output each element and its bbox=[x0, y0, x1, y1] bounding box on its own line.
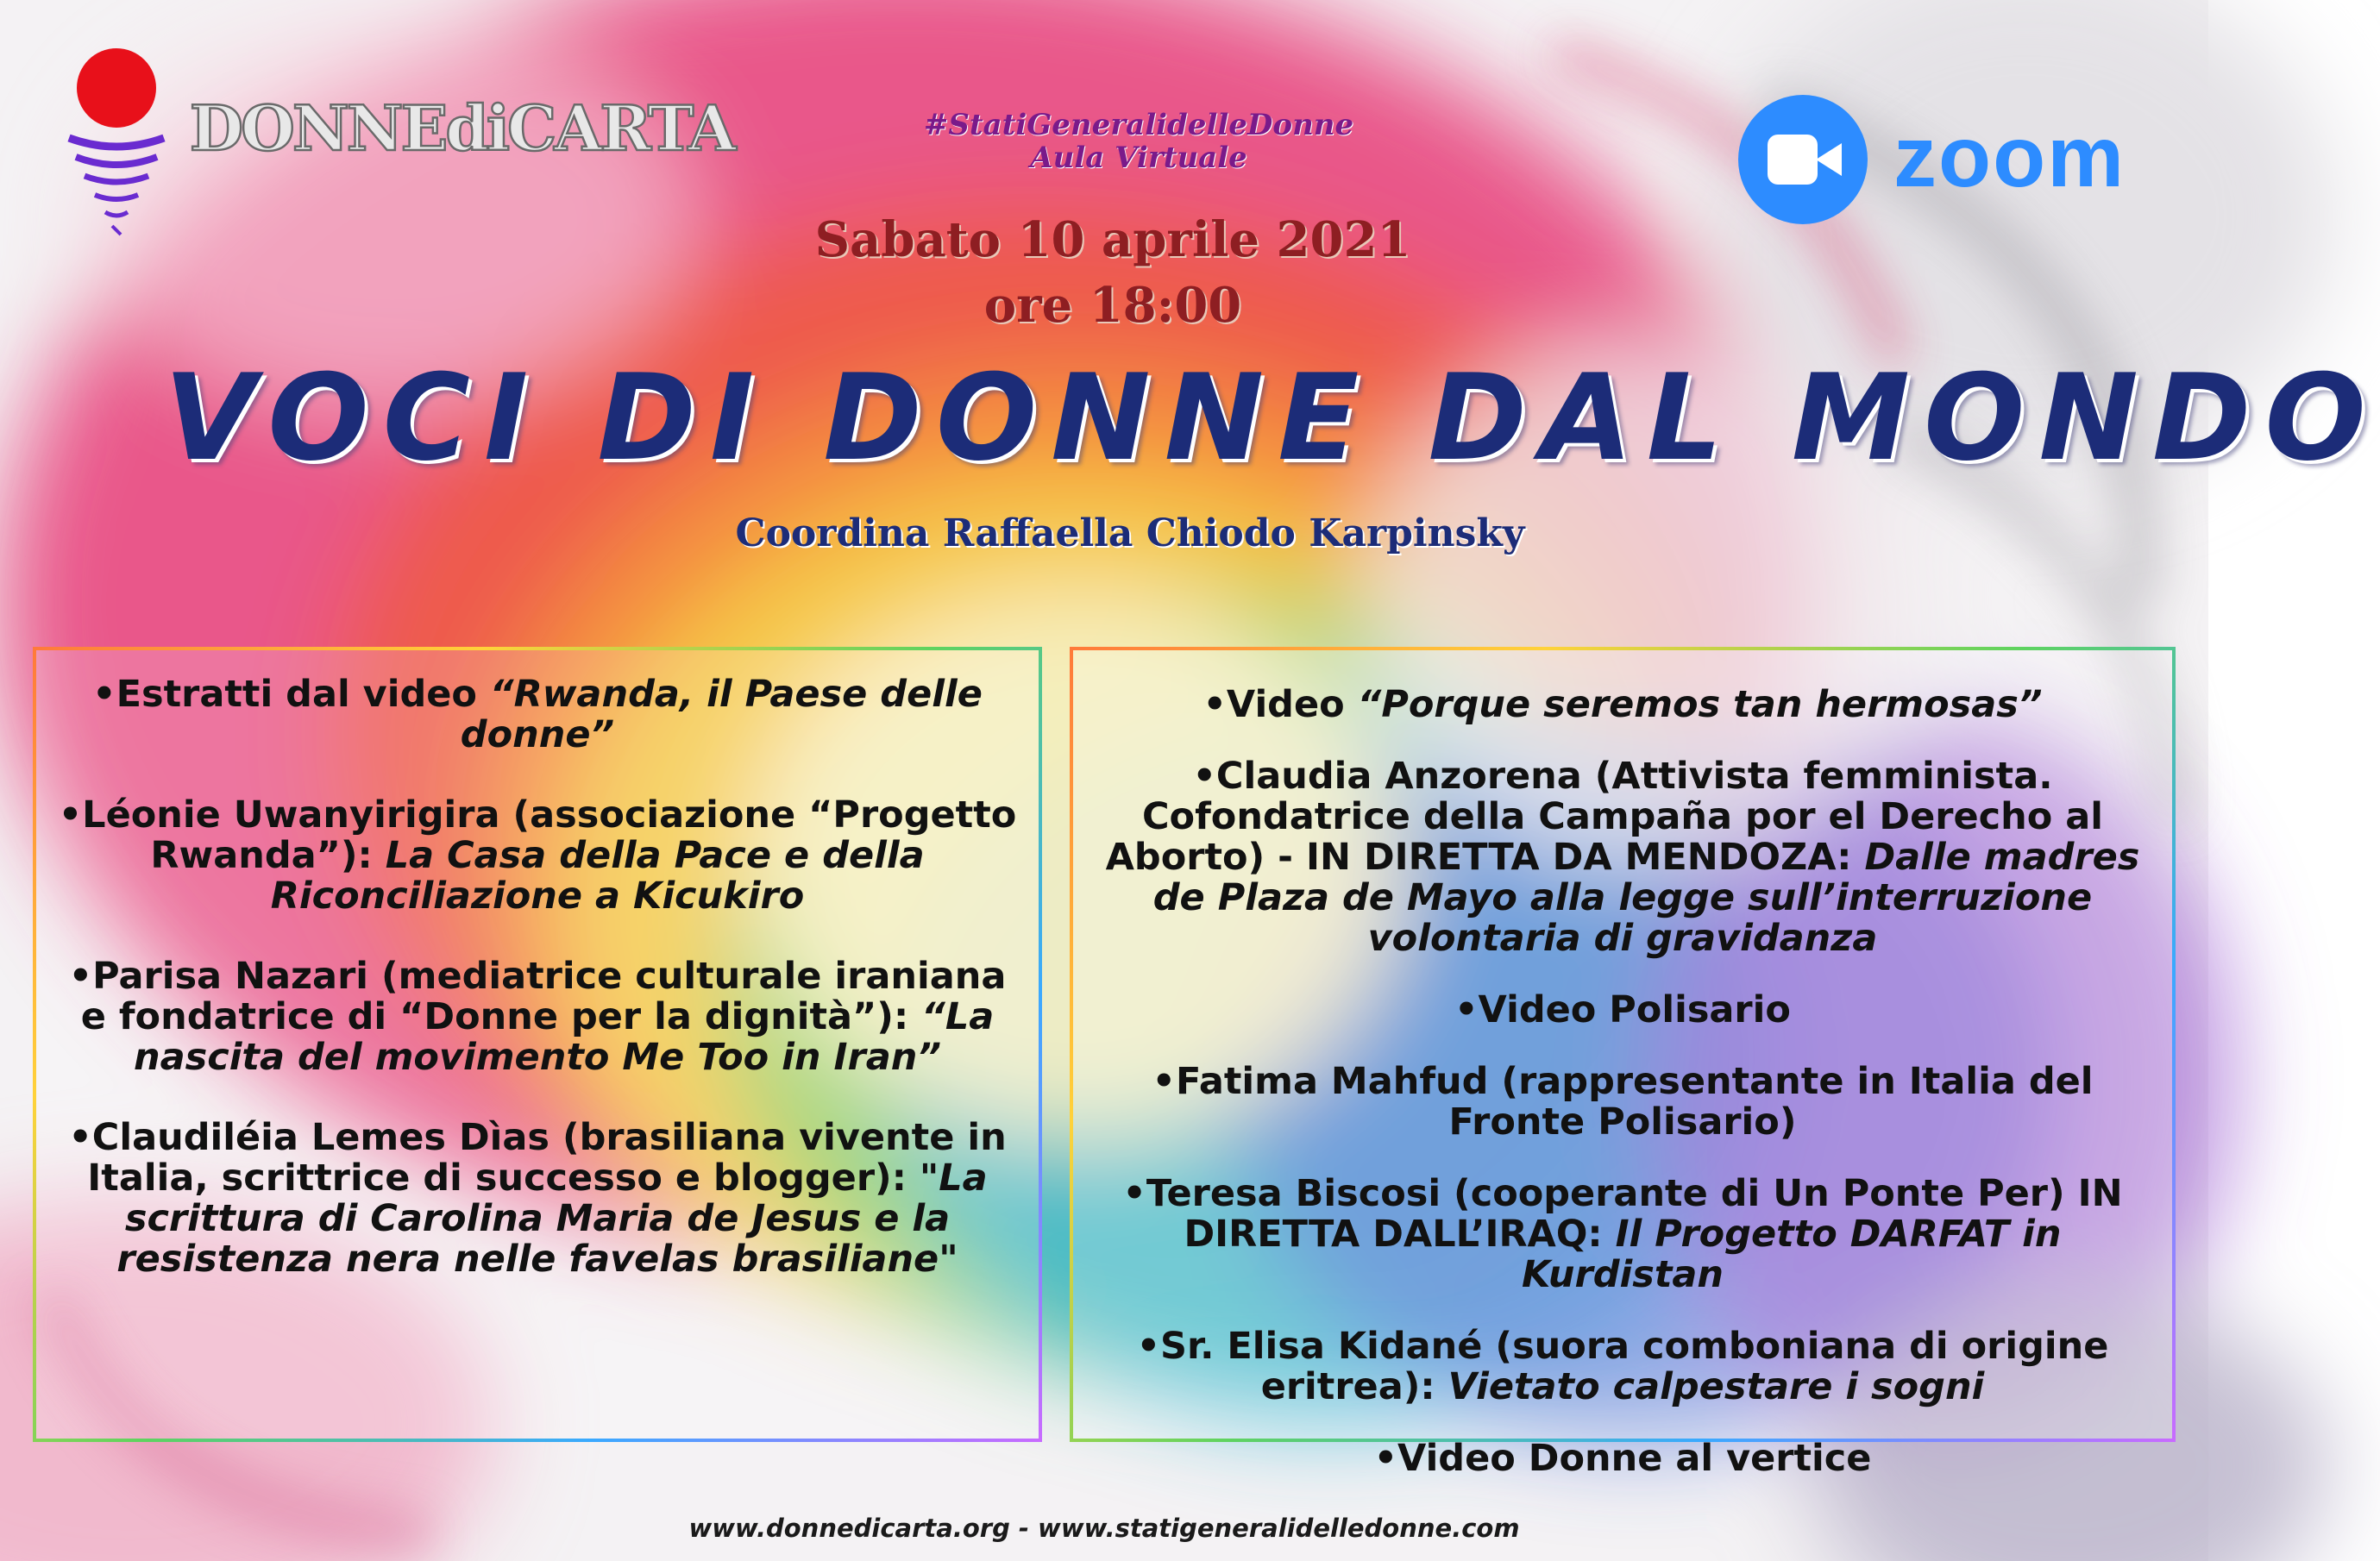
program-item bbox=[52, 1118, 1023, 1280]
program-item bbox=[1089, 685, 2157, 725]
event-datetime bbox=[604, 207, 1622, 338]
zoom-camera-icon bbox=[1738, 95, 1868, 224]
program-item bbox=[1089, 1062, 2157, 1143]
program-item bbox=[1089, 1439, 2157, 1479]
item-text: •Teresa Biscosi (cooperante di Un Ponte Per) IN DIRETTA DALL’IRAQ: bbox=[1122, 1172, 2123, 1256]
item-title: “La nascita del movimento Me Too in Iran” bbox=[133, 995, 995, 1079]
item-title: La Casa della Pace e della Riconciliazione a Kicukiro bbox=[270, 834, 925, 918]
footer-websites: www.donnedicarta.org - www.statigeneralidelledonne.com bbox=[688, 1514, 1520, 1543]
item-title: “Porque seremos tan hermosas” bbox=[1357, 683, 2043, 726]
item-text: •Claudia Anzorena (Attivista femminista. Cofondatrice della Campaña por el Derecho al Aborto) - IN DIRETTA DA MENDOZA: bbox=[1105, 755, 2104, 879]
program-item bbox=[52, 795, 1023, 917]
item-text: •Video Donne al vertice bbox=[1373, 1437, 1872, 1480]
donne-di-carta-logo-text: DONNEdiCARTA bbox=[189, 91, 734, 165]
event-date: Sabato 10 aprile 2021 bbox=[814, 211, 1411, 268]
program-item bbox=[1089, 1326, 2157, 1407]
item-title: "La scrittura di Carolina Maria de Jesus e la resistenza nera nelle favelas brasiliane" bbox=[116, 1157, 988, 1281]
item-title: Vietato calpestare i sogni bbox=[1447, 1365, 1985, 1408]
program-item bbox=[52, 956, 1023, 1078]
program-item bbox=[1089, 756, 2157, 959]
zoom-wordmark: zoom bbox=[1893, 109, 2126, 205]
program-item bbox=[52, 674, 1023, 755]
zoom-logo bbox=[1738, 95, 2126, 224]
donne-di-carta-logo bbox=[189, 86, 734, 168]
item-title: Il Progetto DARFAT in Kurdistan bbox=[1521, 1213, 2062, 1296]
zoom-camera-lens bbox=[1816, 143, 1842, 176]
item-text: •Parisa Nazari (mediatrice culturale iraniana e fondatrice di “Donne per la dignità”): bbox=[68, 955, 1007, 1038]
item-title: Dalle madres de Plaza de Mayo alla legge sull’interruzione volontaria di gravidanza bbox=[1152, 836, 2140, 960]
program-item bbox=[1089, 1174, 2157, 1295]
stati-generali-logo bbox=[52, 43, 181, 241]
item-title: “Rwanda, il Paese delle donne” bbox=[460, 673, 983, 756]
item-text: •Estratti dal video bbox=[92, 673, 490, 716]
program-right-box bbox=[1070, 647, 2176, 1480]
item-text: •Léonie Uwanyirigira (associazione “Progetto Rwanda”): bbox=[58, 793, 1017, 877]
aula-virtuale-text: Aula Virtuale bbox=[1030, 141, 1247, 175]
program-left-box bbox=[33, 647, 1042, 1442]
coordinator: Coordina Raffaella Chiodo Karpinsky bbox=[735, 511, 1525, 555]
item-text: •Claudiléia Lemes Dìas (brasiliana vivente in Italia, scrittrice di successo e blogger): bbox=[68, 1116, 1007, 1200]
item-text: •Fatima Mahfud (rappresentante in Italia del Fronte Polisario) bbox=[1152, 1060, 2094, 1144]
hashtag-text: #StatiGeneralidelleDonne bbox=[923, 108, 1354, 142]
event-time: ore 18:00 bbox=[983, 277, 1242, 334]
item-text: •Video bbox=[1203, 683, 1358, 726]
item-text: •Sr. Elisa Kidané (suora comboniana di origine eritrea): bbox=[1136, 1325, 2109, 1408]
zoom-camera-body bbox=[1768, 135, 1818, 185]
program-item bbox=[1089, 990, 2157, 1031]
hashtag-block bbox=[733, 109, 1544, 174]
event-title: VOCI DI DONNE DAL MONDO bbox=[164, 348, 2380, 487]
item-text: •Video Polisario bbox=[1454, 988, 1791, 1031]
